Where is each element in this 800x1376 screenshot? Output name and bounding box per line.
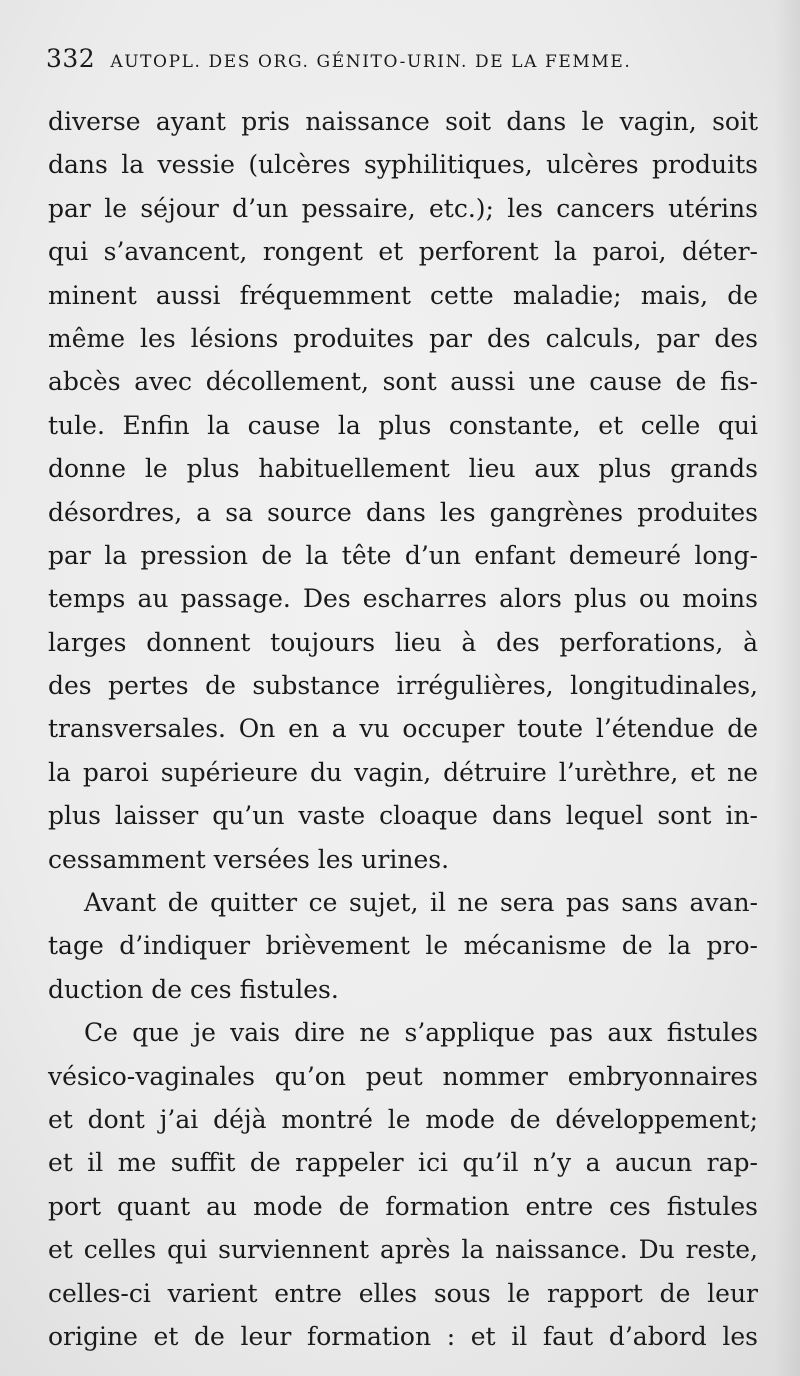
text-line: des pertes de substance irrégulières, longitudinales,: [48, 671, 758, 701]
text-line: diverse ayant pris naissance soit dans le vagin, soit: [48, 107, 758, 136]
text-line: et dont j’ai déjà montré le mode de développement;: [48, 1104, 758, 1134]
text-line: abcès avec décollement, sont aussi une cause de fis-: [48, 367, 758, 397]
text-line: désordres, a sa source dans les gangrènes produites: [48, 497, 758, 527]
paragraph-start-line: Ce que je vais dire ne s’applique pas aux fistules: [84, 1018, 758, 1048]
text-line: minent aussi fréquemment cette maladie; mais, de: [48, 280, 758, 310]
body-text: [48, 100, 758, 1358]
text-line: par la pression de la tête d’un enfant demeuré long-: [48, 540, 758, 570]
text-line: dans la vessie (ulcères syphilitiques, ulcères produits: [48, 150, 758, 180]
page-number: 332: [46, 44, 96, 73]
text-line: même les lésions produites par des calculs, par des: [48, 323, 758, 353]
text-line: plus laisser qu’un vaste cloaque dans lequel sont in-: [48, 801, 758, 831]
text-line: donne le plus habituellement lieu aux plus grands: [48, 454, 758, 484]
paragraph-end-line: cessamment versées les urines.: [48, 844, 450, 874]
paragraph-start-line: Avant de quitter ce sujet, il ne sera pas sans avan-: [84, 888, 758, 918]
text-line: origine et de leur formation : et il faut d’abord les: [48, 1321, 758, 1351]
text-line: transversales. On en a vu occuper toute l’étendue de: [48, 714, 758, 744]
text-line: et celles qui surviennent après la naissance. Du reste,: [48, 1235, 758, 1265]
text-line: temps au passage. Des escharres alors plus ou moins: [48, 584, 758, 614]
running-head-title: AUTOPL. DES ORG. GÉNITO-URIN. DE LA FEMME.: [110, 52, 632, 72]
text-line: port quant au mode de formation entre ces fistules: [48, 1191, 758, 1221]
text-line: tage d’indiquer brièvement le mécanisme de la pro-: [48, 931, 758, 961]
running-head: [46, 44, 766, 76]
text-line: la paroi supérieure du vagin, détruire l’urèthre, et ne: [48, 757, 758, 787]
text-line: celles-ci varient entre elles sous le rapport de leur: [48, 1278, 758, 1308]
text-line: par le séjour d’un pessaire, etc.); les cancers utérins: [48, 193, 758, 223]
text-line: larges donnent toujours lieu à des perforations, à: [48, 627, 758, 657]
paragraph-end-line: duction de ces fistules.: [48, 974, 339, 1004]
text-line: vésico-vaginales qu’on peut nommer embryonnaires: [48, 1061, 758, 1091]
text-line: tule. Enfin la cause la plus constante, et celle qui: [48, 410, 758, 440]
text-line: et il me suffit de rappeler ici qu’il n’y a aucun rap-: [48, 1148, 758, 1178]
text-line: qui s’avancent, rongent et perforent la paroi, déter-: [48, 237, 758, 267]
